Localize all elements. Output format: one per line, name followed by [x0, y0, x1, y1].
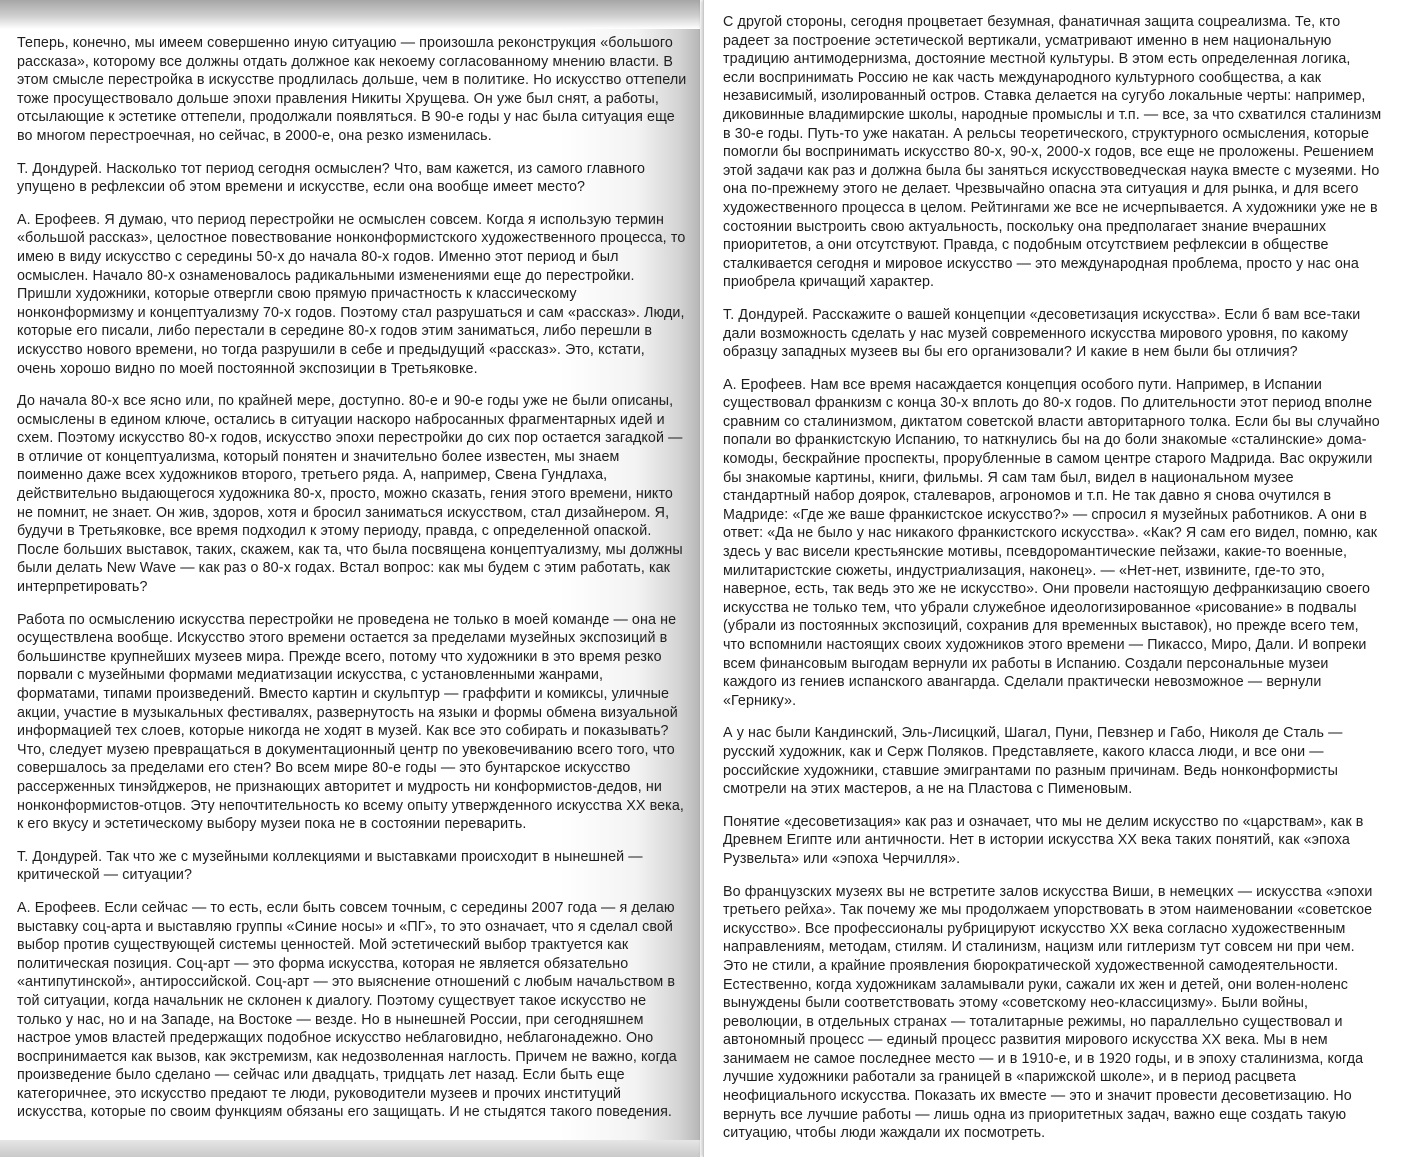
right-paragraph: Во французских музеях вы не встретите залов искусства Виши, в немецких — искусства «эпохи третьего рейха». Так почему же мы продолжаем упорствовать в этом наименовании «советское искусство». Все профессионалы рубрицируют искусство XX века согласно художественным направлениям, методам, стилям. И сталинизм, нацизм или гитлеризм тут совсем ни при чем. Это не стили, а крайние проявления бюрократической художественной самодеятельности. Естественно, когда художникам заламывали руки, сажали их жен и детей, они волен-ноленс вынуждены были соответствовать этому «советскому нео-классицизму». Были войны, революции, в отдельных странах — тоталитарные режимы, но параллельно существовал и автономный процесс — единый процесс развития мирового искусства XX века. Мы в нем занимаем не самое последнее место — и в 1910-е, и в 1920 годы, и в эпоху сталинизма, когда лучшие художники работали за границей в «парижской школе», и в период расцвета неофициального искусства. Показать их вместе — это и значит провести десоветизацию. Но вернуть все лучшие работы — лишь одна из приоритетных задач, важно еще создать такую ситуацию, чтобы люди жаждали их посмотреть. [723, 883, 1373, 1142]
right-paragraph: С другой стороны, сегодня процветает безумная, фанатичная защита соцреализма. Те, кто радеет за построение эстетической вертикали, усматривают именно в нем национальную традицию антимодернизма, достояние местной культуры. В этом есть определенная логика, если воспринимать Россию не как часть международного культурного сообщества, а как независимый, изолированный остров. Ставка делается на сугубо локальные черты: например, диковинные владимирские школы, народные промыслы и т.п. — все, за что схватился сталинизм в 30-е годы. Путь-то уже накатан. А рельсы теоретического, структурного осмысления, которые помогли бы воспринимать искусство 80-х, 90-х, 2000-х годов, все еще не проложены. Решением этой задачи как раз и должна была бы заняться искусствоведческая наука вместе с музеями. Но она по-прежнему этого не делает. Чрезвычайно опасна эта ситуация и для рынка, и для всего художественного процесса в целом. Рейтингами же все не исчерпывается. А художники уже не в состоянии выстроить свою актуальность, поскольку она предполагает знание вчерашних приоритетов, а они отсутствуют. Правда, с подобным отсутствием рефлексии в обществе сталкивается сегодня и мировое искусство — это международная проблема, просто у нас она приобрела кричащий характер. [723, 14, 1382, 291]
right-paragraph: А у нас были Кандинский, Эль-Лисицкий, Шагал, Пуни, Певзнер и Габо, Николя де Сталь — русский художник, как и Серж Поляков. Представляете, какого класса люди, и все они — российские художники, ставшие эмигрантами по разным причинам. Ведь нонконформисты смотрели на этих мастеров, а не на Пластова с Пименовым. [723, 725, 1343, 798]
right-paragraph: Т. Дондурей. Расскажите о вашей концепции «десоветизация искусства». Если б вам все-таки дали возможность сделать у нас музей современного искусства мирового уровня, по какому образцу западных музеев вы бы его организовали? И какие в нем были бы отличия? [723, 306, 1361, 361]
right-text-column [723, 13, 1383, 1157]
left-paragraph: До начала 80-х все ясно или, по крайней мере, доступно. 80-е и 90-е годы уже не были описаны, осмыслены в едином ключе, остались в ситуации наскоро набросанных фрагментарных идей и схем. Поэтому искусство 80-х годов, искусство эпохи перестройки до сих пор остается загадкой — в отличие от концептуализма, который понятен и значительно более известен, мы знаем поименно даже всех художников второго, третьего ряда. А, например, Свена Гундлаха, действительно выдающегося художника 80-х, просто, можно сказать, гения этого времени, никто не помнит, не знает. Он жив, здоров, хотя и бросил заниматься искусством, стал дизайнером. Я, будучи в Третьяковке, все время подходил к этому периоду, правда, с определенной опаской. После больших выставок, таких, скажем, как та, что была посвящена концептуализму, мы должны были делать New Wave — как раз о 80-х годах. Встал вопрос: как мы будем с этим работать, как интерпретировать? [17, 393, 683, 596]
left-paragraph: Т. Дондурей. Так что же с музейными коллекциями и выставками происходит в нынешней — критической — ситуации? [17, 848, 643, 884]
left-paragraph: А. Ерофеев. Если сейчас — то есть, если быть совсем точным, с середины 2007 года — я делаю выставку соц-арта и выставляю группы «Синие носы» и «ПГ», то это означает, что я сделал свой выбор против существующей системы ценностей. Мой эстетический выбор трактуется как политическая позиция. Соц-арт — это форма искусства, которая не является обязательно «антипутинской», антироссийской. Соц-арт — это выяснение отношений с любым начальством в той ситуации, когда начальник не склонен к диалогу. Поэтому существует такое искусство не только у нас, но и на Западе, на Востоке — везде. Но в нынешней России, при сегодняшнем настрое умов властей предержащих подобное искусство неблаговидно, неблагонадежно. Оно воспринимается как вызов, как экстремизм, как недозволенная наглость. Причем не важно, когда произведение было сделано — сейчас или двадцать, тридцать лет назад. Если быть еще категоричнее, это искусство предают те люди, руководители музеев и прочих институций искусства, которые по своим функциям обязаны его защищать. И не стыдятся такого поведения. [17, 899, 677, 1121]
left-paragraph: Теперь, конечно, мы имеем совершенно иную ситуацию — произошла реконструкция «большого рассказа», которому все должны отдать должное как некоему согласованному мнению власти. В этом смысле перестройка в искусстве продлилась дольше, чем в политике. Но искусство оттепели тоже просуществовало дольше эпохи правления Никиты Хрущева. Он уже был снят, а работы, отсылающие к эстетике оттепели, продолжали появляться. В 90-е годы у нас была ситуация еще во многом перестроечная, но сейчас, в 2000-е, она резко изменилась. [17, 35, 687, 144]
left-text-column [17, 34, 687, 1136]
left-page [0, 0, 700, 1157]
left-paragraph: Работа по осмыслению искусства перестройки не проведена не только в моей команде — она не осуществлена вообще. Искусство этого времени остается за пределами музейных экспозиций в большинстве крупнейших музеев мира. Прежде всего, потому что художники в это время резко порвали с музейными формами медиатизации искусства, с установленными жанрами, форматами, типами произведений. Вместо картин и скульптур — граффити и комиксы, уличные акции, участие в музыкальных фестивалях, развернутость на языки и формы обмена визуальной информацией тех слоев, которые никогда не ходят в музей. Как все это собирать и показывать? Что, следует музею превращаться в документационный центр по увековечиванию всего того, что совершалось за пределами его стен? Во всем мире 80-е годы — это бунтарское искусство рассерженных тинэйджеров, не признающих авторитет и мудрость ни конформистов-дедов, ни нонконформистов-отцов. Эту непочтительность ко всему опыту утвержденного искусства XX века, к его вкусу и эстетическому выбору музеи пока не в состоянии переварить. [17, 611, 684, 833]
right-paragraph: Понятие «десоветизация» как раз и означает, что мы не делим искусство по «царствам», как в Древнем Египте или античности. Нет в истории искусства XX века таких понятий, как «эпоха Рузвельта» или «эпоха Черчилля». [723, 813, 1364, 867]
right-page [703, 0, 1403, 1157]
right-paragraph: А. Ерофеев. Нам все время насаждается концепция особого пути. Например, в Испании существовал франкизм с конца 30-х вплоть до 80-х годов. По длительности этот период вполне сравним со сталинизмом, диктатом советской власти авторитарного толка. Если бы вы случайно попали во франкистскую Испанию, то наткнулись бы на до боли знакомые «сталинские» дома-комоды, бескрайние проспекты, прорубленные в самом центре старого Мадрида. Вас окружили бы знакомые картины, книги, фильмы. Я сам там был, видел в национальном музее стандартный набор доярок, сталеваров, агрономов и т.п. Не так давно я снова очутился в Мадриде: «Где же ваше франкистское искусство?» — спросил я музейных работников. А они в ответ: «Да не было у нас никакого франкистского искусства». «Как? Я сам его видел, помню, как здесь у вас висели крестьянские мотивы, псевдоромантические пейзажи, какие-то военные, милитаристские сюжеты, индустриализация, наконец». — «Нет-нет, извините, где-то это, наверное, есть, так ведь это же не искусство». Они провели настоящую дефранкизацию своего искусства не только тем, что убрали служебное идеологизированное «рисование» в подвалы (убрали из постоянных экспозиций, сохранив для временных выставок), но прежде всего тем, что вспомнили настоящих своих художников этого времени — Пикассо, Миро, Дали. И вопреки всем финансовым выгодам вернули их работы в Испанию. Создали персональные музеи каждого из гениев испанского авангарда. Сделали практически невозможное — вернули «Гернику». [723, 376, 1380, 709]
left-paragraph: Т. Дондурей. Насколько тот период сегодня осмыслен? Что, вам кажется, из самого главного упущено в рефлексии об этом времени и искусстве, если она вообще имеет место? [17, 160, 646, 196]
left-paragraph: А. Ерофеев. Я думаю, что период перестройки не осмыслен совсем. Когда я использую термин «большой рассказ», целостное повествование нонконформистского художественного процесса, то имею в виду искусство с середины 50-х до начала 80-х годов. Именно этот период и был осмыслен. Начало 80-х ознаменовалось радикальными изменениями еще до перестройки. Пришли художники, которые отвергли свою прямую причастность к классическому нонконформизму и концептуализму 70-х годов. Поэтому стал разрушаться и сам «рассказ». Люди, которые его писали, либо перестали в середине 80-х годов этим заниматься, либо перешли в искусство нового времени, но тогда разрушили в себе и предыдущий «рассказ». Это, кстати, очень хорошо видно по моей постоянной экспозиции в Третьяковке. [17, 211, 686, 377]
